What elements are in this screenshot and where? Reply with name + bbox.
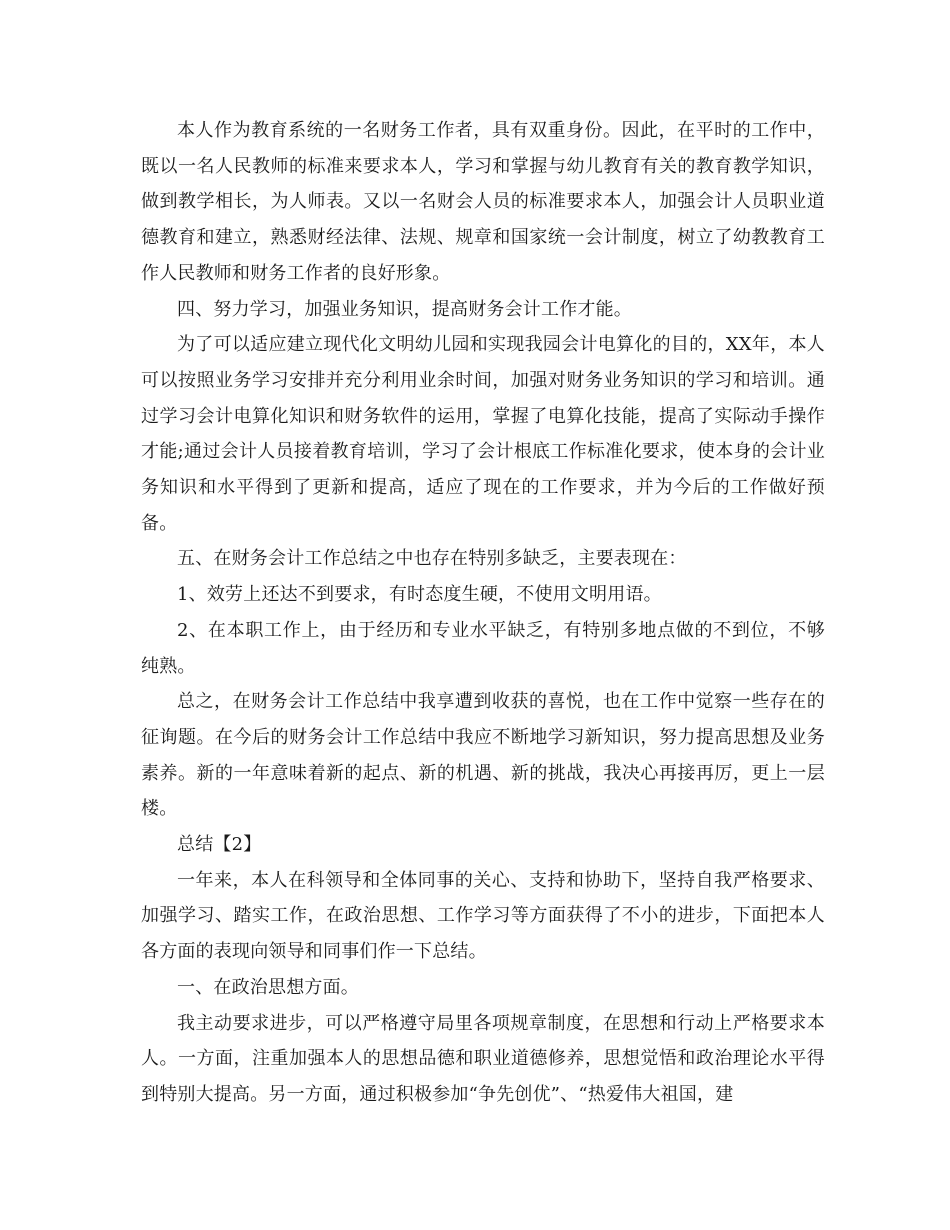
paragraph-intro: 本人作为教育系统的一名财务工作者，具有双重身份。因此，在平时的工作中，既以一名人民教师的标准来要求本人，学习和掌握与幼儿教育有关的教育教学知识，做到教学相长，为人师表。又以一名财会人员的标准要求本人，加强会计人员职业道德教育和建立，熟悉财经法律、法规、规章和国家统一会计制度，树立了幼教教育工作人民教师和财务工作者的良好形象。 (141, 120, 825, 284)
heading-political: 一、在政治思想方面。 (177, 976, 359, 998)
list-item-2: 2、在本职工作上，由于经历和专业水平缺乏，有特别多地点做的不到位，不够纯熟。 (141, 619, 825, 677)
heading-section-four: 四、努力学习，加强业务知识，提高财务会计工作才能。 (177, 298, 632, 320)
heading-summary-2: 总结【2】 (177, 834, 262, 856)
paragraph-summary-intro: 一年来，本人在科领导和全体同事的关心、支持和协助下，坚持自我严格要求、加强学习、踏实工作，在政治思想、工作学习等方面获得了不小的进步，下面把本人各方面的表现向领导和同事们作一下总结。 (141, 869, 825, 963)
list-item-1: 1、效劳上还达不到要求，有时态度生硬，不使用文明用语。 (177, 584, 662, 606)
paragraph-study: 为了可以适应建立现代化文明幼儿园和实现我园会计电算化的目的，XX年，本人可以按照业务学习安排并充分利用业余时间，加强对财务业务知识的学习和培训。通过学习会计电算化知识和财务软件的运用，掌握了电算化技能，提高了实际动手操作才能;通过会计人员接着教育培训，学习了会计根底工作标准化要求，使本身的会计业务知识和水平得到了更新和提高，适应了现在的工作要求，并为今后的工作做好预备。 (141, 334, 825, 534)
heading-section-five: 五、在财务会计工作总结之中也存在特别多缺乏，主要表现在： (177, 548, 687, 570)
paragraph-political: 我主动要求进步，可以严格遵守局里各项规章制度，在思想和行动上严格要求本人。一方面，注重加强本人的思想品德和职业道德修养，思想觉悟和政治理论水平得到特别大提高。另一方面，通过积极参加“争先创优”、“热爱伟大祖国，建 (141, 1012, 825, 1105)
document-body (141, 113, 825, 1113)
paragraph-conclusion: 总之，在财务会计工作总结中我享遭到收获的喜悦，也在工作中觉察一些存在的征询题。在今后的财务会计工作总结中我应不断地学习新知识，努力提高思想及业务素养。新的一年意味着新的起点、新的机遇、新的挑战，我决心再接再厉，更上一层楼。 (141, 691, 825, 820)
